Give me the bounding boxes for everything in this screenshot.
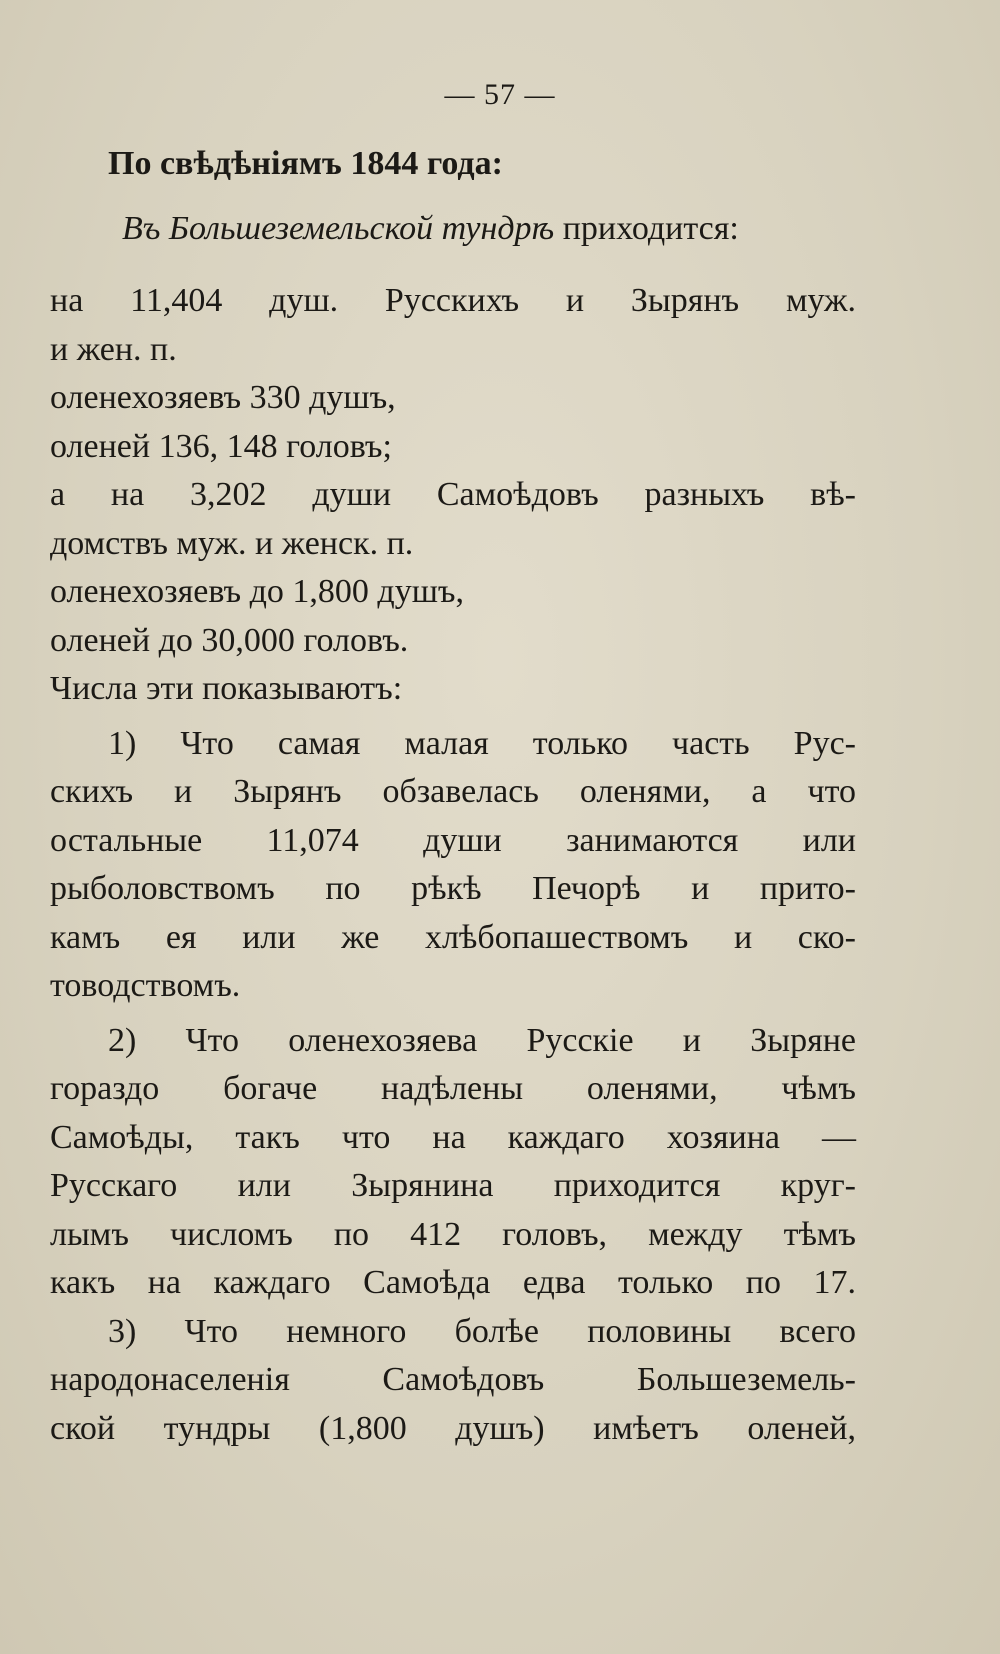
point-1-line: рыболовствомъ по рѣкѣ Печорѣ и прито- bbox=[50, 870, 856, 907]
point-2-line: лымъ числомъ по 412 головъ, между тѣмъ bbox=[50, 1215, 856, 1253]
stats-line: оленей до 30,000 головъ. bbox=[50, 621, 409, 659]
point-3-line: 3) Что немного болѣе половины всего bbox=[108, 1312, 856, 1350]
page-number: — 57 — bbox=[444, 78, 556, 111]
point-3-line: ской тундры (1,800 душъ) имѣетъ оленей, bbox=[50, 1409, 856, 1447]
body-text bbox=[50, 140, 856, 1453]
point-1-line: камъ ея или же хлѣбопашествомъ и ско- bbox=[50, 918, 856, 956]
point-1-line: 1) Что самая малая только часть Рус- bbox=[108, 724, 856, 762]
stats-line: домствъ муж. и женск. п. bbox=[50, 524, 414, 562]
subheading-italic: Въ Большеземельской тундрѣ bbox=[122, 209, 555, 247]
point-3-line: народонаселенія Самоѣдовъ Большеземель- bbox=[50, 1361, 856, 1398]
point-2-line: 2) Что оленехозяева Русскіе и Зыряне bbox=[108, 1021, 856, 1059]
stats-line: на 11,404 душ. Русскихъ и Зырянъ муж. bbox=[50, 282, 856, 319]
point-2-line: Самоѣды, такъ что на каждаго хозяина — bbox=[50, 1118, 856, 1156]
subheading-rest: приходится: bbox=[554, 209, 739, 247]
stats-line: оленей 136, 148 головъ; bbox=[50, 427, 392, 465]
point-1-line: скихъ и Зырянъ обзавелась оленями, а что bbox=[50, 773, 856, 810]
stats-line: и жен. п. bbox=[50, 330, 177, 368]
point-1-line: остальные 11,074 души занимаются или bbox=[50, 821, 856, 859]
stats-line: Числа эти показываютъ: bbox=[50, 670, 403, 707]
heading-line: По свѣдѣніямъ 1844 года: bbox=[108, 145, 503, 182]
subheading-line bbox=[50, 205, 856, 254]
stats-line: оленехозяевъ до 1,800 душъ, bbox=[50, 573, 464, 610]
stats-line: а на 3,202 души Самоѣдовъ разныхъ вѣ- bbox=[50, 476, 856, 513]
point-1-line: товодствомъ. bbox=[50, 967, 241, 1004]
point-2-line: гораздо богаче надѣлены оленями, чѣмъ bbox=[50, 1070, 856, 1107]
stats-line: оленехозяевъ 330 душъ, bbox=[50, 379, 396, 416]
point-2-line: Русскаго или Зырянина приходится круг- bbox=[50, 1167, 856, 1204]
point-2-line: какъ на каждаго Самоѣда едва только по 17. bbox=[50, 1264, 856, 1301]
